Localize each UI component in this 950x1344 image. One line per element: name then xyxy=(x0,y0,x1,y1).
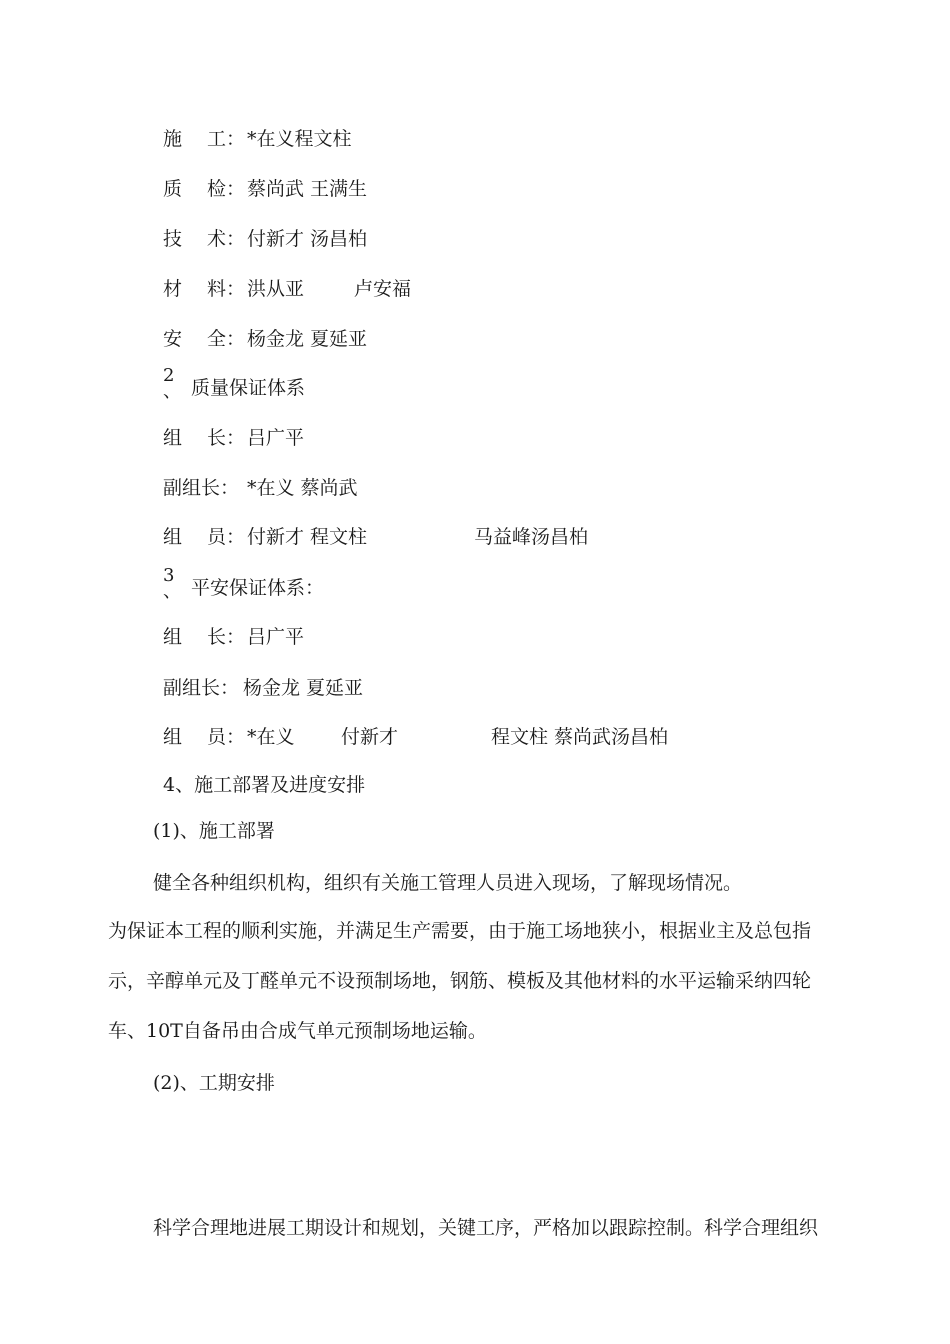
label-char-1: 技 xyxy=(163,228,183,250)
roster-value-2: 马益峰汤昌柏 xyxy=(474,526,589,548)
roster-value: 吕广平 xyxy=(247,626,305,648)
label-char-1: 组 xyxy=(163,726,183,748)
roster-value: 蔡尚武 王满生 xyxy=(247,178,368,200)
roster-value: 吕广平 xyxy=(247,427,305,449)
label-char-2: 长： xyxy=(207,626,246,648)
roster-value: 杨金龙 夏延亚 xyxy=(247,328,368,350)
label-char-2: 员： xyxy=(207,726,246,748)
roster-value-3: 程文柱 蔡尚武汤昌柏 xyxy=(491,726,669,748)
label-char-1: 组 xyxy=(163,626,183,648)
label-char-1: 组 xyxy=(163,427,183,449)
roster-value: *在义程文柱 xyxy=(247,128,352,150)
roster-value: 付新才 程文柱 xyxy=(247,526,368,548)
roster-value-2: 卢安福 xyxy=(354,278,412,300)
roster-value-2: 付新才 xyxy=(341,726,399,748)
paragraph-3: 科学合理地进展工期设计和规划，关键工序，严格加以跟踪控制。科学合理组织 xyxy=(153,1217,819,1239)
label-char-1: 组 xyxy=(163,526,183,548)
label-char-1: 质 xyxy=(163,178,183,200)
section-number-mark: 、 xyxy=(163,581,181,602)
roster-value: 洪从亚 xyxy=(247,278,305,300)
roster-value: 付新才 汤昌柏 xyxy=(247,228,368,250)
deputy-label: 副组长： xyxy=(163,477,240,499)
paragraph-2-line-3: 车、10T自备吊由合成气单元预制场地运输。 xyxy=(108,1020,487,1042)
label-char-1: 施 xyxy=(163,128,183,150)
subsection-1-heading: (1)、施工部署 xyxy=(153,820,275,842)
label-char-2: 料： xyxy=(207,278,246,300)
roster-value: *在义 蔡尚武 xyxy=(247,477,358,499)
label-char-2: 术： xyxy=(207,228,246,250)
section-2-number xyxy=(163,365,181,402)
roster-value: 杨金龙 夏延亚 xyxy=(243,677,364,699)
label-char-1: 安 xyxy=(163,328,183,350)
label-char-2: 工： xyxy=(207,128,246,150)
label-char-2: 长： xyxy=(207,427,246,449)
label-char-2: 全： xyxy=(207,328,246,350)
section-4-heading: 4、施工部署及进度安排 xyxy=(163,774,366,796)
label-char-2: 员： xyxy=(207,526,246,548)
section-number: 3 xyxy=(163,565,175,586)
section-3-number xyxy=(163,565,181,602)
label-char-1: 材 xyxy=(163,278,183,300)
section-number: 2 xyxy=(163,365,175,386)
section-3-title: 平安保证体系： xyxy=(191,577,325,599)
paragraph-2-line-1: 为保证本工程的顺利实施，并满足生产需要，由于施工场地狭小，根据业主及总包指 xyxy=(108,920,812,942)
section-2-title: 质量保证体系 xyxy=(191,377,306,399)
paragraph-1: 健全各种组织机构，组织有关施工管理人员进入现场，了解现场情况。 xyxy=(153,872,743,894)
paragraph-2-line-2: 示，辛醇单元及丁醛单元不设预制场地，钢筋、模板及其他材料的水平运输采纳四轮 xyxy=(108,970,812,992)
label-char-2: 检： xyxy=(207,178,246,200)
roster-value: *在义 xyxy=(247,726,295,748)
subsection-2-heading: (2)、工期安排 xyxy=(153,1072,275,1094)
section-number-mark: 、 xyxy=(163,381,181,402)
deputy-label: 副组长： xyxy=(163,677,240,699)
